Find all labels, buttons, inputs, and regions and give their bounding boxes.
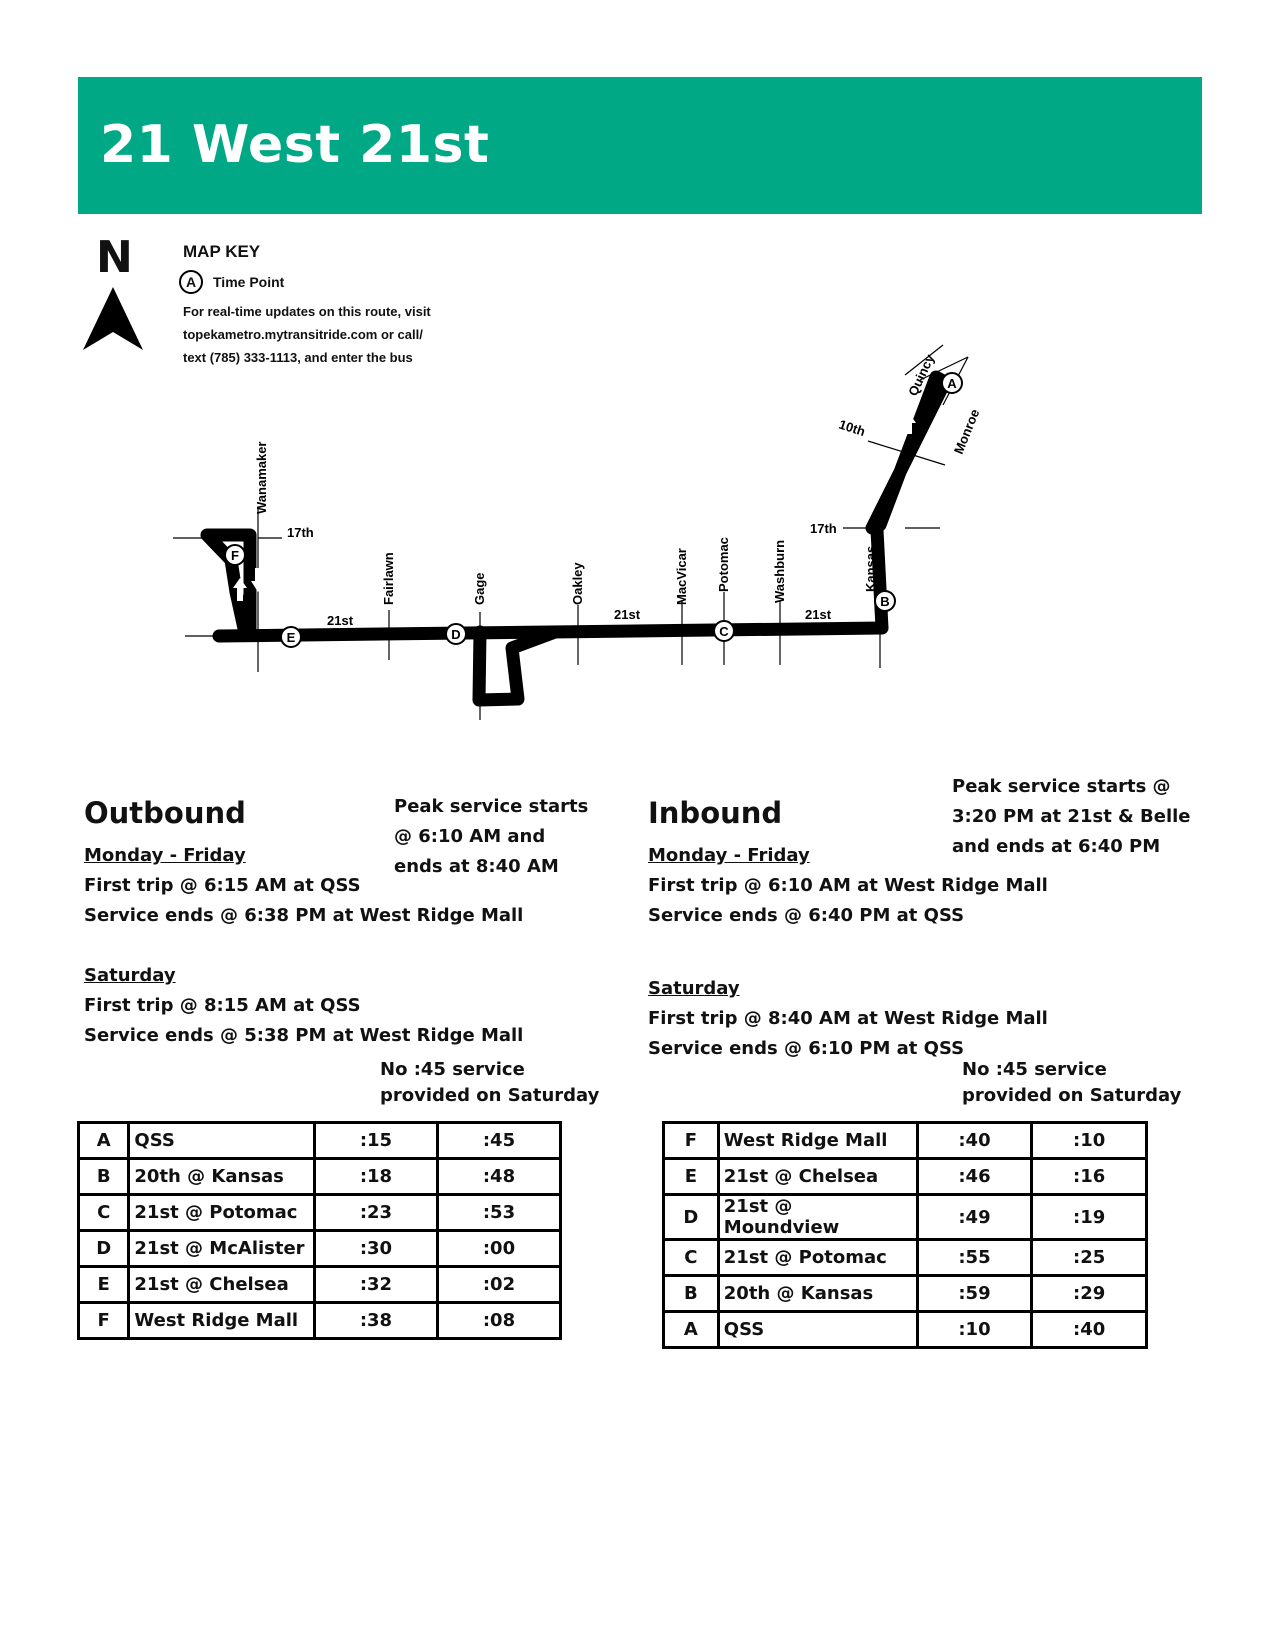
departure-time-cell: :55 bbox=[917, 1240, 1032, 1276]
time-point-cell: F bbox=[664, 1123, 719, 1159]
street-label-17th-west: 17th bbox=[287, 525, 314, 540]
outbound-title: Outbound bbox=[84, 796, 246, 830]
inbound-peak-note bbox=[952, 772, 1191, 862]
table-row bbox=[79, 1231, 561, 1267]
peak-line: and ends at 6:40 PM bbox=[952, 836, 1161, 857]
table-row bbox=[664, 1240, 1147, 1276]
time-point-a-label: A bbox=[947, 376, 957, 391]
note-line: No :45 service bbox=[380, 1059, 525, 1080]
info-line: topekametro.mytransitride.com or call/ bbox=[183, 327, 423, 342]
inbound-schedule-table bbox=[662, 1121, 1148, 1349]
departure-time-cell: :59 bbox=[917, 1276, 1032, 1312]
table-row bbox=[79, 1159, 561, 1195]
table-row bbox=[664, 1195, 1147, 1240]
street-label-17th-east: 17th bbox=[810, 521, 837, 536]
time-point-cell: B bbox=[79, 1159, 129, 1195]
departure-time-cell: :45 bbox=[437, 1123, 560, 1159]
route-map bbox=[0, 0, 1275, 740]
stop-name-cell: West Ridge Mall bbox=[129, 1303, 315, 1339]
info-line: For real-time updates on this route, visit bbox=[183, 304, 431, 319]
outbound-weekday-first: First trip @ 6:15 AM at QSS bbox=[84, 875, 361, 896]
time-point-e-label: E bbox=[286, 630, 296, 645]
stop-name-cell: 21st @ Chelsea bbox=[129, 1267, 315, 1303]
street-label-quincy: Quincy bbox=[905, 351, 938, 399]
time-point-f bbox=[225, 545, 245, 565]
outbound-weekday-heading: Monday - Friday bbox=[84, 845, 246, 866]
peak-line: 3:20 PM at 21st & Belle bbox=[952, 806, 1191, 827]
inbound-weekday-first: First trip @ 6:10 AM at West Ridge Mall bbox=[648, 875, 1048, 896]
time-point-label: Time Point bbox=[213, 274, 285, 290]
stop-name-cell: 21st @ Potomac bbox=[718, 1240, 917, 1276]
info-line: text (785) 333-1113, and enter the bus bbox=[183, 350, 413, 365]
street-label-21st: 21st bbox=[614, 607, 641, 622]
north-label: N bbox=[96, 232, 133, 283]
peak-line: @ 6:10 AM and bbox=[394, 826, 546, 847]
inbound-saturday-first: First trip @ 8:40 AM at West Ridge Mall bbox=[648, 1008, 1048, 1029]
peak-line: ends at 8:40 AM bbox=[394, 856, 559, 877]
departure-time-cell: :49 bbox=[917, 1195, 1032, 1240]
stop-name-cell: 21st @ McAlister bbox=[129, 1231, 315, 1267]
peak-line: Peak service starts bbox=[394, 796, 589, 817]
departure-time-cell: :19 bbox=[1032, 1195, 1147, 1240]
time-point-c bbox=[714, 621, 734, 641]
time-point-b bbox=[875, 591, 895, 611]
outbound-peak-note bbox=[394, 792, 588, 882]
stop-name-cell: 21st @ Moundview bbox=[718, 1195, 917, 1240]
departure-time-cell: :53 bbox=[437, 1195, 560, 1231]
departure-time-cell: :46 bbox=[917, 1159, 1032, 1195]
departure-time-cell: :15 bbox=[314, 1123, 437, 1159]
note-line: provided on Saturday bbox=[962, 1085, 1182, 1106]
time-point-cell: A bbox=[79, 1123, 129, 1159]
departure-time-cell: :30 bbox=[314, 1231, 437, 1267]
inbound-title: Inbound bbox=[648, 796, 783, 830]
time-point-icon: A bbox=[179, 270, 203, 294]
table-row bbox=[664, 1312, 1147, 1348]
stop-name-cell: QSS bbox=[718, 1312, 917, 1348]
note-line: provided on Saturday bbox=[380, 1085, 600, 1106]
street-label-21st: 21st bbox=[805, 607, 832, 622]
time-point-f-label: F bbox=[231, 548, 239, 563]
street-label-macvicar: MacVicar bbox=[674, 548, 689, 605]
inbound-weekday-heading: Monday - Friday bbox=[648, 845, 810, 866]
outbound-weekday-end: Service ends @ 6:38 PM at West Ridge Mall bbox=[84, 905, 524, 926]
departure-time-cell: :40 bbox=[1032, 1312, 1147, 1348]
time-point-cell: E bbox=[664, 1159, 719, 1195]
table-row bbox=[79, 1267, 561, 1303]
outbound-saturday-first: First trip @ 8:15 AM at QSS bbox=[84, 995, 361, 1016]
direction-arrows bbox=[233, 413, 948, 601]
time-point-cell: D bbox=[664, 1195, 719, 1240]
departure-time-cell: :10 bbox=[1032, 1123, 1147, 1159]
time-point-c-label: C bbox=[719, 624, 729, 639]
departure-time-cell: :02 bbox=[437, 1267, 560, 1303]
time-point-cell: F bbox=[79, 1303, 129, 1339]
table-row bbox=[664, 1276, 1147, 1312]
departure-time-cell: :25 bbox=[1032, 1240, 1147, 1276]
table-row bbox=[79, 1195, 561, 1231]
departure-time-cell: :48 bbox=[437, 1159, 560, 1195]
time-point-cell: B bbox=[664, 1276, 719, 1312]
departure-time-cell: :23 bbox=[314, 1195, 437, 1231]
departure-time-cell: :16 bbox=[1032, 1159, 1147, 1195]
outbound-saturday-note bbox=[380, 1057, 599, 1109]
table-row bbox=[79, 1123, 561, 1159]
departure-time-cell: :40 bbox=[917, 1123, 1032, 1159]
outbound-schedule-table bbox=[77, 1121, 562, 1340]
stop-name-cell: 21st @ Chelsea bbox=[718, 1159, 917, 1195]
time-point-cell: C bbox=[664, 1240, 719, 1276]
peak-line: Peak service starts @ bbox=[952, 776, 1171, 797]
time-point-cell: D bbox=[79, 1231, 129, 1267]
street-label-21st: 21st bbox=[327, 613, 354, 628]
time-point-cell: E bbox=[79, 1267, 129, 1303]
departure-time-cell: :29 bbox=[1032, 1276, 1147, 1312]
street-label-kansas: Kansas bbox=[863, 545, 878, 592]
inbound-saturday-end: Service ends @ 6:10 PM at QSS bbox=[648, 1038, 965, 1059]
stop-name-cell: West Ridge Mall bbox=[718, 1123, 917, 1159]
route-line bbox=[207, 377, 945, 700]
table-row bbox=[664, 1123, 1147, 1159]
departure-time-cell: :38 bbox=[314, 1303, 437, 1339]
street-label-monroe: Monroe bbox=[950, 406, 983, 457]
inbound-weekday-end: Service ends @ 6:40 PM at QSS bbox=[648, 905, 965, 926]
outbound-saturday-end: Service ends @ 5:38 PM at West Ridge Mall bbox=[84, 1025, 524, 1046]
time-point-a bbox=[942, 373, 962, 393]
time-point-d bbox=[446, 624, 466, 644]
departure-time-cell: :08 bbox=[437, 1303, 560, 1339]
time-point-d-label: D bbox=[451, 627, 461, 642]
departure-time-cell: :10 bbox=[917, 1312, 1032, 1348]
table-row bbox=[664, 1159, 1147, 1195]
street-label-potomac: Potomac bbox=[716, 537, 731, 592]
street-label-gage: Gage bbox=[472, 572, 487, 605]
street-label-10th: 10th bbox=[837, 416, 868, 440]
stop-name-cell: 21st @ Potomac bbox=[129, 1195, 315, 1231]
departure-time-cell: :18 bbox=[314, 1159, 437, 1195]
map-key-heading: MAP KEY bbox=[183, 242, 261, 261]
table-row bbox=[79, 1303, 561, 1339]
street-label-oakley: Oakley bbox=[570, 562, 585, 605]
departure-time-cell: :32 bbox=[314, 1267, 437, 1303]
direction-arrow-icon bbox=[934, 430, 948, 452]
note-line: No :45 service bbox=[962, 1059, 1107, 1080]
time-point-b-label: B bbox=[880, 594, 890, 609]
route-title: 21 West 21st bbox=[100, 115, 490, 175]
time-point-cell: C bbox=[79, 1195, 129, 1231]
stop-name-cell: 20th @ Kansas bbox=[129, 1159, 315, 1195]
inbound-saturday-note bbox=[962, 1057, 1181, 1109]
stop-name-cell: QSS bbox=[129, 1123, 315, 1159]
outbound-saturday-heading: Saturday bbox=[84, 965, 176, 986]
street-label-wanamaker: Wanamaker bbox=[254, 441, 269, 514]
departure-time-cell: :00 bbox=[437, 1231, 560, 1267]
stop-name-cell: 20th @ Kansas bbox=[718, 1276, 917, 1312]
street-label-washburn: Washburn bbox=[772, 539, 787, 603]
street-label-fairlawn: Fairlawn bbox=[381, 552, 396, 605]
inbound-saturday-heading: Saturday bbox=[648, 978, 740, 999]
time-point-cell: A bbox=[664, 1312, 719, 1348]
time-point-e bbox=[281, 627, 301, 647]
